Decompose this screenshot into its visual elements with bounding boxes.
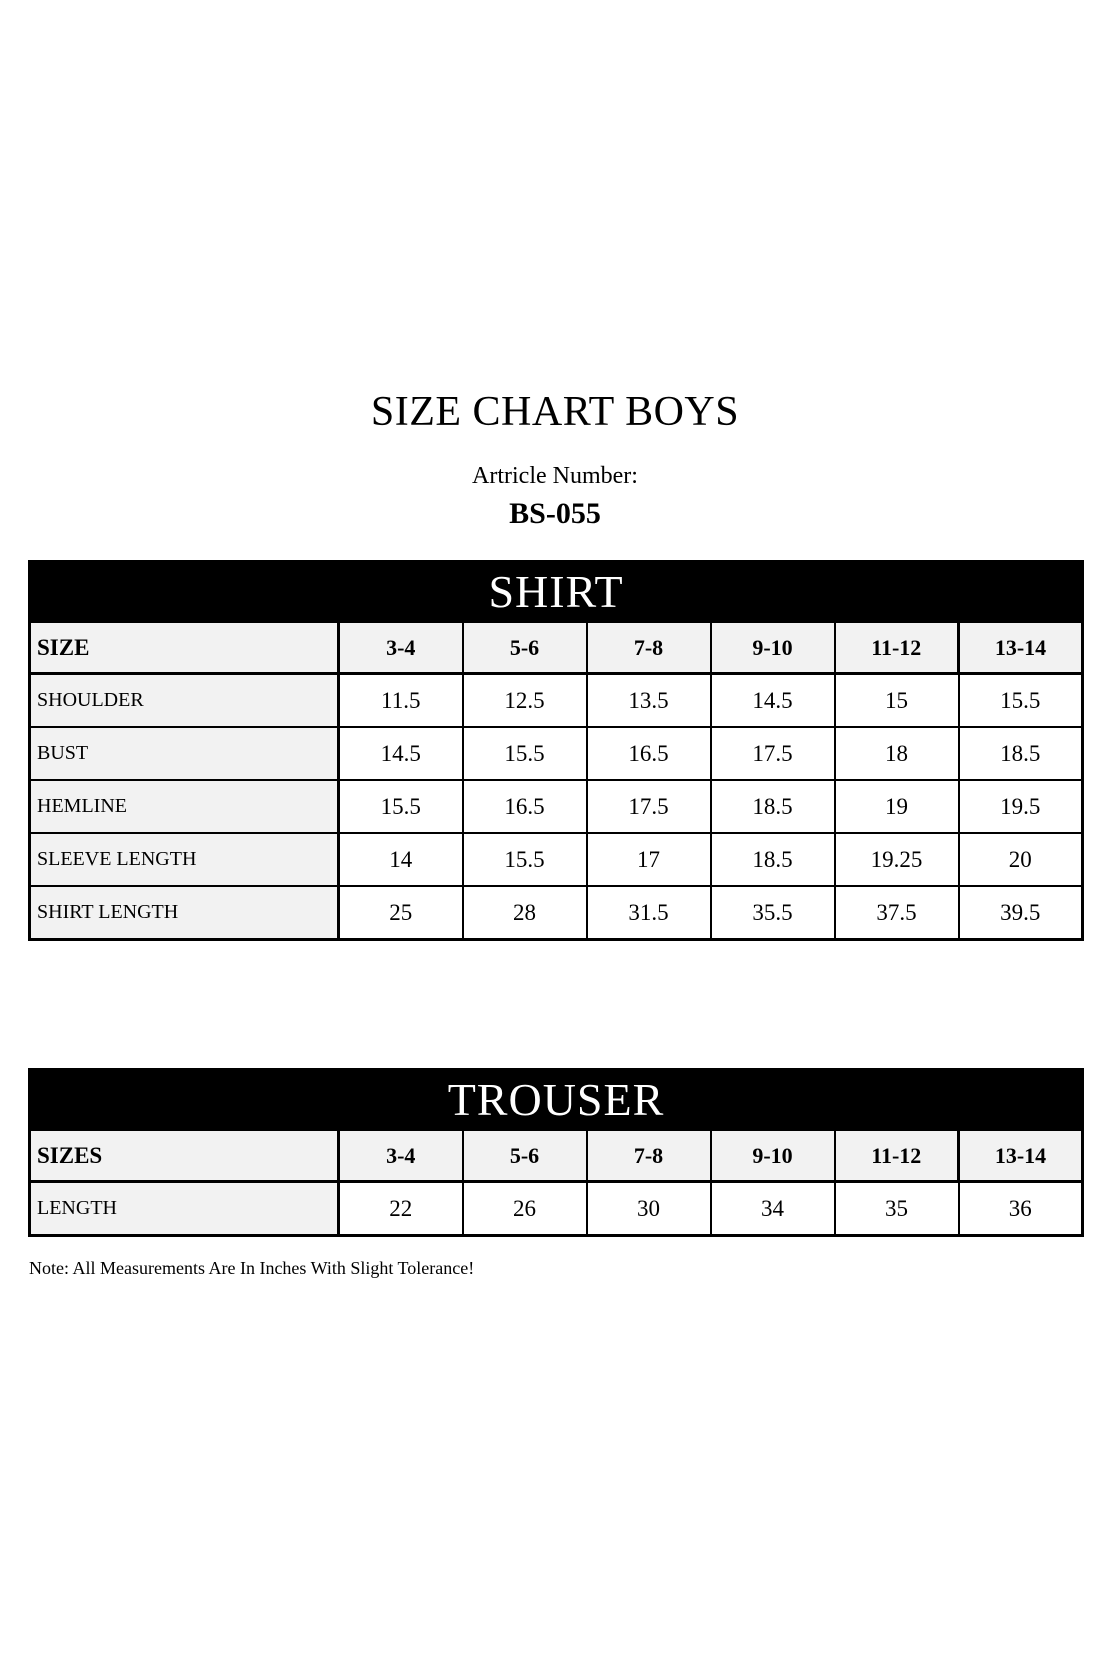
measurement-cell: 15.5 (463, 833, 587, 886)
size-col-header: 3-4 (339, 622, 463, 674)
measurement-cell: 19.5 (959, 780, 1083, 833)
trouser-size-table (28, 1068, 1084, 1237)
measurement-cell: 34 (711, 1182, 835, 1236)
size-col-header: 13-14 (959, 622, 1083, 674)
shirt-row-bust (30, 727, 1083, 780)
measurement-cell: 28 (463, 886, 587, 940)
measurement-cell: 14.5 (711, 674, 835, 728)
shirt-banner-row (30, 562, 1083, 622)
measurement-cell: 15.5 (463, 727, 587, 780)
shirt-size-header-label: SIZE (30, 622, 339, 674)
size-col-header: 11-12 (835, 1130, 959, 1182)
shirt-row-hemline (30, 780, 1083, 833)
trouser-banner-row (30, 1070, 1083, 1130)
measurement-cell: 35 (835, 1182, 959, 1236)
measurement-cell: 14.5 (339, 727, 463, 780)
measurement-cell: 25 (339, 886, 463, 940)
shirt-header-row (30, 622, 1083, 674)
size-col-header: 9-10 (711, 1130, 835, 1182)
trouser-header-row (30, 1130, 1083, 1182)
measurement-cell: 26 (463, 1182, 587, 1236)
measurement-cell: 35.5 (711, 886, 835, 940)
measurement-cell: 31.5 (587, 886, 711, 940)
measurement-cell: 36 (959, 1182, 1083, 1236)
trouser-sizes-header-label: SIZES (30, 1130, 339, 1182)
measurement-cell: 20 (959, 833, 1083, 886)
size-col-header: 5-6 (463, 622, 587, 674)
measurement-cell: 14 (339, 833, 463, 886)
measurement-cell: 15.5 (339, 780, 463, 833)
trouser-row-length (30, 1182, 1083, 1236)
row-label: SHOULDER (30, 674, 339, 728)
shirt-size-table (28, 560, 1084, 941)
shirt-banner: SHIRT (30, 562, 1083, 622)
measurement-cell: 12.5 (463, 674, 587, 728)
measurement-cell: 17.5 (711, 727, 835, 780)
row-label: LENGTH (30, 1182, 339, 1236)
measurement-note: Note: All Measurements Are In Inches With Slight Tolerance! (29, 1258, 475, 1278)
shirt-row-shoulder (30, 674, 1083, 728)
row-label: SLEEVE LENGTH (30, 833, 339, 886)
measurement-cell: 11.5 (339, 674, 463, 728)
measurement-cell: 18.5 (711, 780, 835, 833)
size-col-header: 3-4 (339, 1130, 463, 1182)
size-col-header: 5-6 (463, 1130, 587, 1182)
row-label: SHIRT LENGTH (30, 886, 339, 940)
trouser-banner: TROUSER (30, 1070, 1083, 1130)
article-number-label: Artricle Number: (472, 463, 638, 489)
measurement-cell: 18.5 (959, 727, 1083, 780)
page-title: SIZE CHART BOYS (370, 389, 740, 435)
measurement-cell: 39.5 (959, 886, 1083, 940)
size-col-header: 13-14 (959, 1130, 1083, 1182)
measurement-cell: 15 (835, 674, 959, 728)
measurement-cell: 17.5 (587, 780, 711, 833)
measurement-cell: 13.5 (587, 674, 711, 728)
measurement-cell: 17 (587, 833, 711, 886)
measurement-cell: 22 (339, 1182, 463, 1236)
measurement-cell: 18.5 (711, 833, 835, 886)
measurement-cell: 19 (835, 780, 959, 833)
size-col-header: 7-8 (587, 622, 711, 674)
measurement-cell: 18 (835, 727, 959, 780)
measurement-cell: 30 (587, 1182, 711, 1236)
size-col-header: 11-12 (835, 622, 959, 674)
shirt-row-shirt-length (30, 886, 1083, 940)
measurement-cell: 16.5 (587, 727, 711, 780)
size-col-header: 7-8 (587, 1130, 711, 1182)
measurement-cell: 19.25 (835, 833, 959, 886)
row-label: HEMLINE (30, 780, 339, 833)
size-col-header: 9-10 (711, 622, 835, 674)
shirt-row-sleeve-length (30, 833, 1083, 886)
measurement-cell: 37.5 (835, 886, 959, 940)
measurement-cell: 16.5 (463, 780, 587, 833)
article-number-value: BS-055 (509, 497, 601, 530)
measurement-cell: 15.5 (959, 674, 1083, 728)
row-label: BUST (30, 727, 339, 780)
